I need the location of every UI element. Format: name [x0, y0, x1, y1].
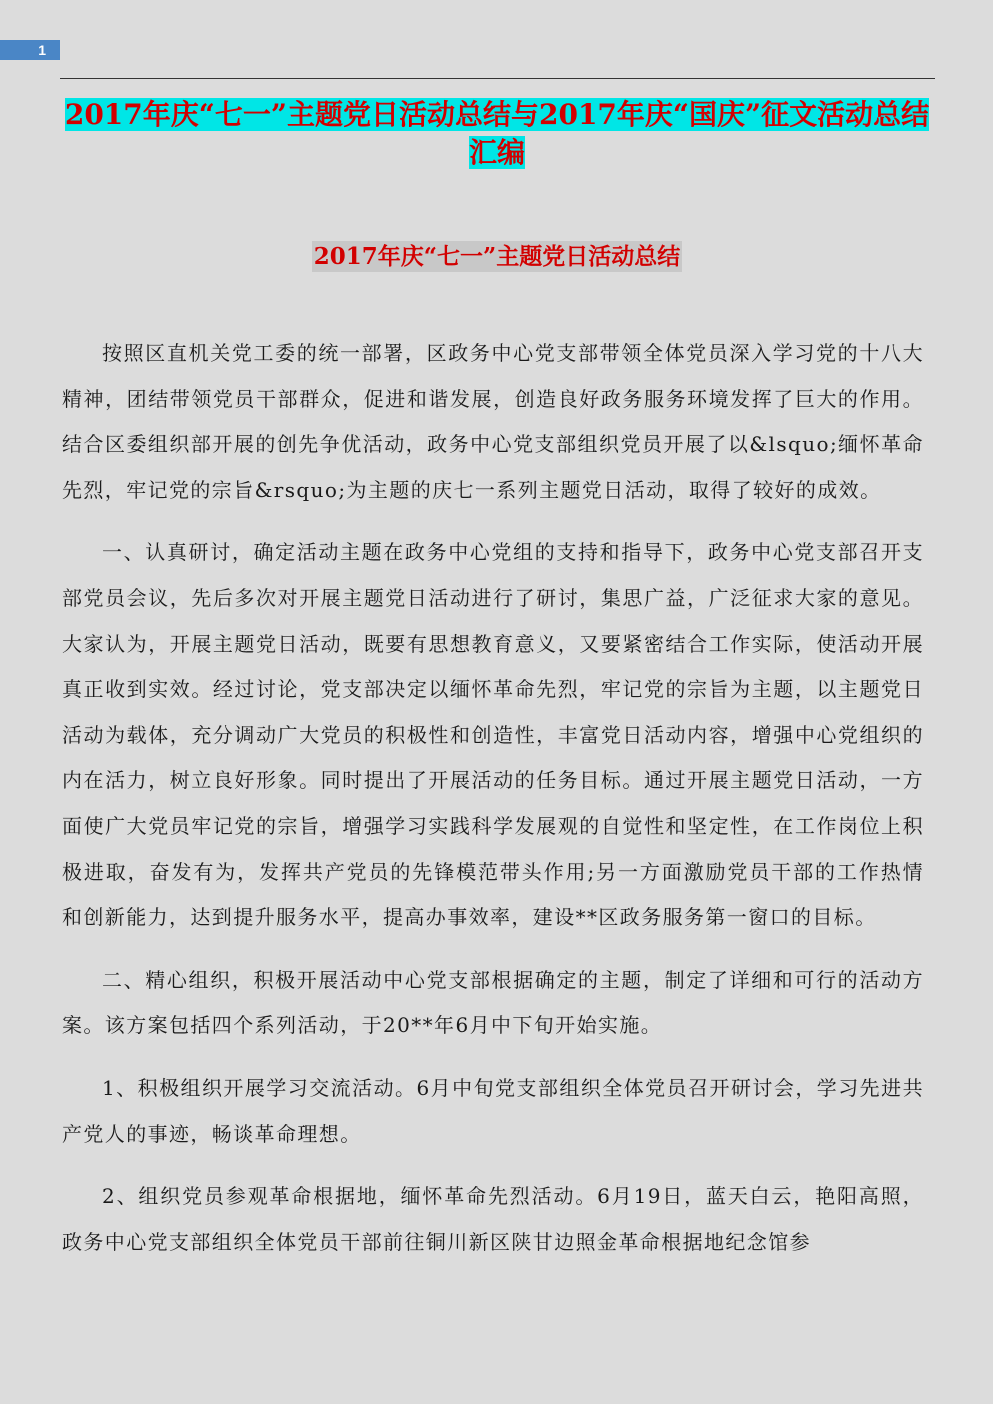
paragraph-intro: 按照区直机关党工委的统一部署，区政务中心党支部带领全体党员深入学习党的十八大精神，团结带领党员干部群众，促进和谐发展，创造良好政务服务环境发挥了巨大的作用。结合区委组织部开展的创先争优活动，政务中心党支部组织党员开展了以&lsquo;缅怀革命先烈，牢记党的宗旨&rsquo;为主题的庆七一系列主题党日活动，取得了较好的成效。 — [62, 341, 924, 502]
document-title-text: 2017年庆“七一”主题党日活动总结与2017年庆“国庆”征文活动总结汇编 — [64, 98, 930, 169]
section-title-text: 2017年庆“七一”主题党日活动总结 — [313, 243, 681, 270]
document-title — [62, 96, 932, 172]
paragraph-section-one: 一、认真研讨，确定活动主题在政务中心党组的支持和指导下，政务中心党支部召开支部党员会议，先后多次对开展主题党日活动进行了研讨，集思广益，广泛征求大家的意见。大家认为，开展主题党日活动，既要有思想教育意义，又要紧密结合工作实际，使活动开展真正收到实效。经过讨论，党支部决定以缅怀革命先烈，牢记党的宗旨为主题，以主题党日活动为载体，充分调动广大党员的积极性和创造性，丰富党日活动内容，增强中心党组织的内在活力，树立良好形象。同时提出了开展活动的任务目标。通过开展主题党日活动，一方面使广大党员牢记党的宗旨，增强学习实践科学发展观的自觉性和坚定性，在工作岗位上积极进取，奋发有为，发挥共产党员的先锋模范带头作用;另一方面激励党员干部的工作热情和创新能力，达到提升服务水平，提高办事效率，建设**区政务服务第一窗口的目标。 — [62, 540, 924, 930]
page-number: 1 — [0, 40, 60, 60]
header-divider — [60, 78, 935, 79]
document-body — [62, 331, 924, 1282]
paragraph-item-two: 2、组织党员参观革命根据地，缅怀革命先烈活动。6月19日，蓝天白云，艳阳高照，政务中心党支部组织全体党员干部前往铜川新区陕甘边照金革命根据地纪念馆参 — [62, 1184, 924, 1254]
section-title — [62, 240, 932, 274]
paragraph-section-two: 二、精心组织，积极开展活动中心党支部根据确定的主题，制定了详细和可行的活动方案。该方案包括四个系列活动，于20**年6月中下旬开始实施。 — [62, 967, 924, 1038]
paragraph-item-one: 1、积极组织开展学习交流活动。6月中旬党支部组织全体党员召开研讨会，学习先进共产党人的事迹，畅谈革命理想。 — [62, 1075, 924, 1146]
